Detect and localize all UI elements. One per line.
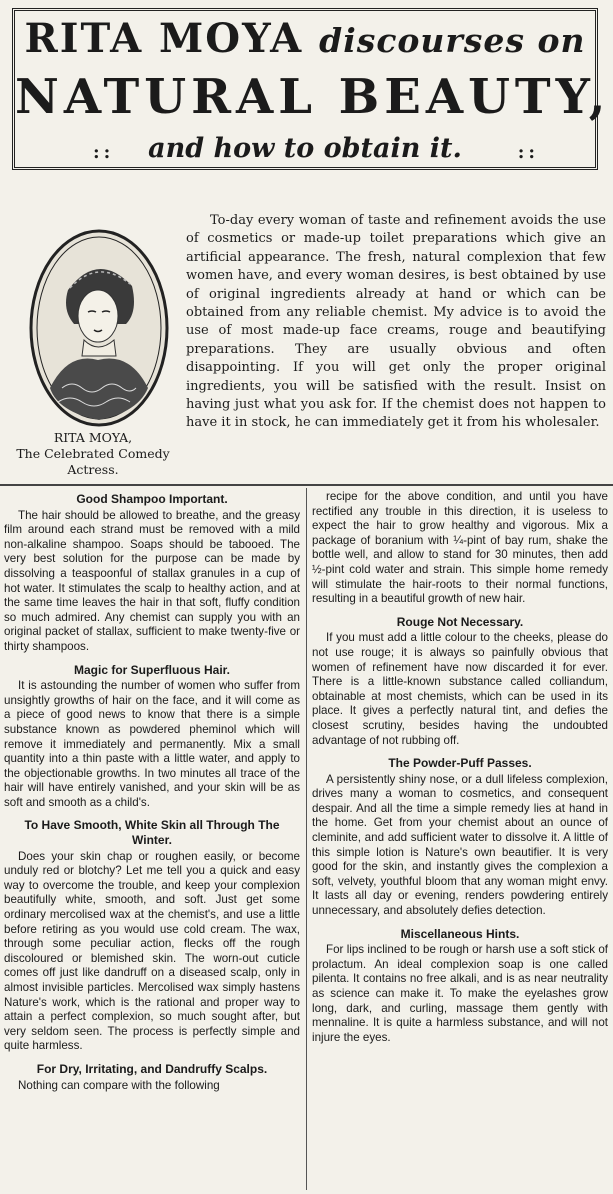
column-divider xyxy=(306,488,307,1190)
article-superfluous-hair: It is astounding the number of women who suffer from unsightly growths of hair on the face, and it will come as a piece of good news to know that there is a simple substance known as powdered pheminol which will remove it immediately and permanently. Mix a small quantity into a thin paste with a little water, and apply to the objectionable growths. In two minutes all trace of the hair will have entirely vanished, and your skin will be as soft and smooth as a child's. xyxy=(4,679,300,809)
headline-name: RITA MOYA xyxy=(24,15,304,62)
headline-discourses: discourses on xyxy=(319,21,586,60)
intro-section xyxy=(186,212,606,433)
headline-natural-beauty: NATURAL BEAUTY, xyxy=(15,69,611,125)
article-powder-puff: A persistently shiny nose, or a dull lifeless complexion, drives many a woman to cosmetics, and consequent despair. And all the time a simple remedy lies at hand in the home. Get from your chemist about an ounce of cleminite, and add sufficient water to dissolve it. A little of this simple lotion is Nature's own beautifier. It is very good for the skin, and instantly gives the complexion a soft, velvety, youthful bloom that any woman might envy. It lasts all day or evening, renders powdering entirely unnecessary, and absolutely defies detection. xyxy=(312,772,608,918)
ornament-left: :: xyxy=(93,142,115,163)
caption-line-2: The Celebrated Comedy xyxy=(16,446,170,461)
article-misc-hints: For lips inclined to be rough or harsh use a soft stick of prolactum. An ideal complexion soap is one called pilenta. It contains no free alkali, and is as near neutrality as science can make it. To make the eyelashes grow long, dark, and curling, massage them gently with mennaline. It is quite a harmless substance, and will not injure the eyes. xyxy=(312,943,608,1044)
heading-superfluous-hair: Magic for Superfluous Hair. xyxy=(73,662,231,677)
article-dry-scalps: Nothing can compare with the following xyxy=(18,1078,220,1092)
caption-line-3: Actress. xyxy=(67,462,119,477)
intro-paragraph: To-day every woman of taste and refinement avoids the use of cosmetics or made-up toilet preparations which give an artificial appearance. The fresh, natural complexion that few women have, and every woman desires, is best obtained by use of original ingredients already at hand or which can be obtained from any reliable chemist. My advice is to avoid the use of most made-up face creams, rouge and beautifying preparations. They are usually obvious and often disappointing. If you will get only the proper original ingredients, you will be satisfied with the result. Insist on having just what you ask for. If the chemist does not happen to have it in stock, he can immediately get it from his wholesaler. xyxy=(186,213,606,431)
headline-line-1 xyxy=(15,15,595,62)
article-dry-scalps-continued: recipe for the above condition, and until you have rectified any trouble in this direction, it is useless to expect the hair to grow healthy and vigorous. Mix a package of boranium with ¼-pint of bay rum, shake the bottle well, and allow to stand for 30 minutes, then add ½-pint cold water and strain. This simple home remedy will stimulate the hair-roots to their normal functions, resulting in a beautiful growth of new hair. xyxy=(312,490,608,606)
heading-white-skin: To Have Smooth, White Skin all Through The Winter. xyxy=(24,818,280,848)
article-white-skin: Does your skin chap or roughen easily, or become unduly red or blotchy? Let me tell you a quick and easy way to overcome the trouble, and keep your complexion beautifully white, smooth, and soft. Just get some ordinary mercolised wax at the chemist's, and use a little before retiring as you would use cold cream. The wax, through some peculiar action, flecks off the rough discoloured or blemished skin. The worn-out cuticle comes off just like dandruff on a diseased scalp, only in almost invisible particles. Mercolised wax simply hastens Nature's work, which is the rational and proper way to attain a perfect complexion, so much sought after, but very seldom seen. The process is perfectly simple and quite harmless. xyxy=(4,849,300,1053)
heading-good-shampoo: Good Shampoo Important. xyxy=(76,492,228,506)
headline-box xyxy=(12,8,611,170)
caption-name: RITA MOYA, xyxy=(53,430,133,445)
heading-misc-hints: Miscellaneous Hints. xyxy=(400,926,520,941)
headline-subtitle: and how to obtain it. xyxy=(148,133,462,164)
portrait-illustration xyxy=(28,228,170,428)
right-column xyxy=(312,490,608,1053)
heading-dry-scalps: For Dry, Irritating, and Dandruffy Scalps. xyxy=(36,1061,268,1076)
section-divider xyxy=(0,484,613,486)
ornament-right: :: xyxy=(517,142,539,163)
heading-rouge: Rouge Not Necessary. xyxy=(396,614,524,629)
article-rouge: If you must add a little colour to the cheeks, please do not use rouge; it is always so painfully obvious that women of refinement have now discarded it for ever. There is a little-known substance called colliandum, obtainable at most chemists, which can be used in its place. It gives a perfectly natural tint, and defies the closest scrutiny, besides having the undoubted advantage of not rubbing off. xyxy=(312,631,608,747)
portrait-caption xyxy=(4,430,182,478)
heading-powder-puff: The Powder-Puff Passes. xyxy=(388,756,532,771)
article-good-shampoo: The hair should be allowed to breathe, and the greasy film around each strand must be removed with a mild non-alkaline shampoo. Soaps should be tabooed. The very best solution for the purpose can be made by dissolving a teaspoonful of stallax granules in a cup of hot water. It stimulates the scalp to healthy action, and at the same time leaves the hair in that soft, fluffy condition so much admired. Any chemist can supply you with an original packet of stallax, sufficient to make twenty-five or thirty shampoos. xyxy=(4,508,300,653)
left-column xyxy=(4,490,300,1101)
